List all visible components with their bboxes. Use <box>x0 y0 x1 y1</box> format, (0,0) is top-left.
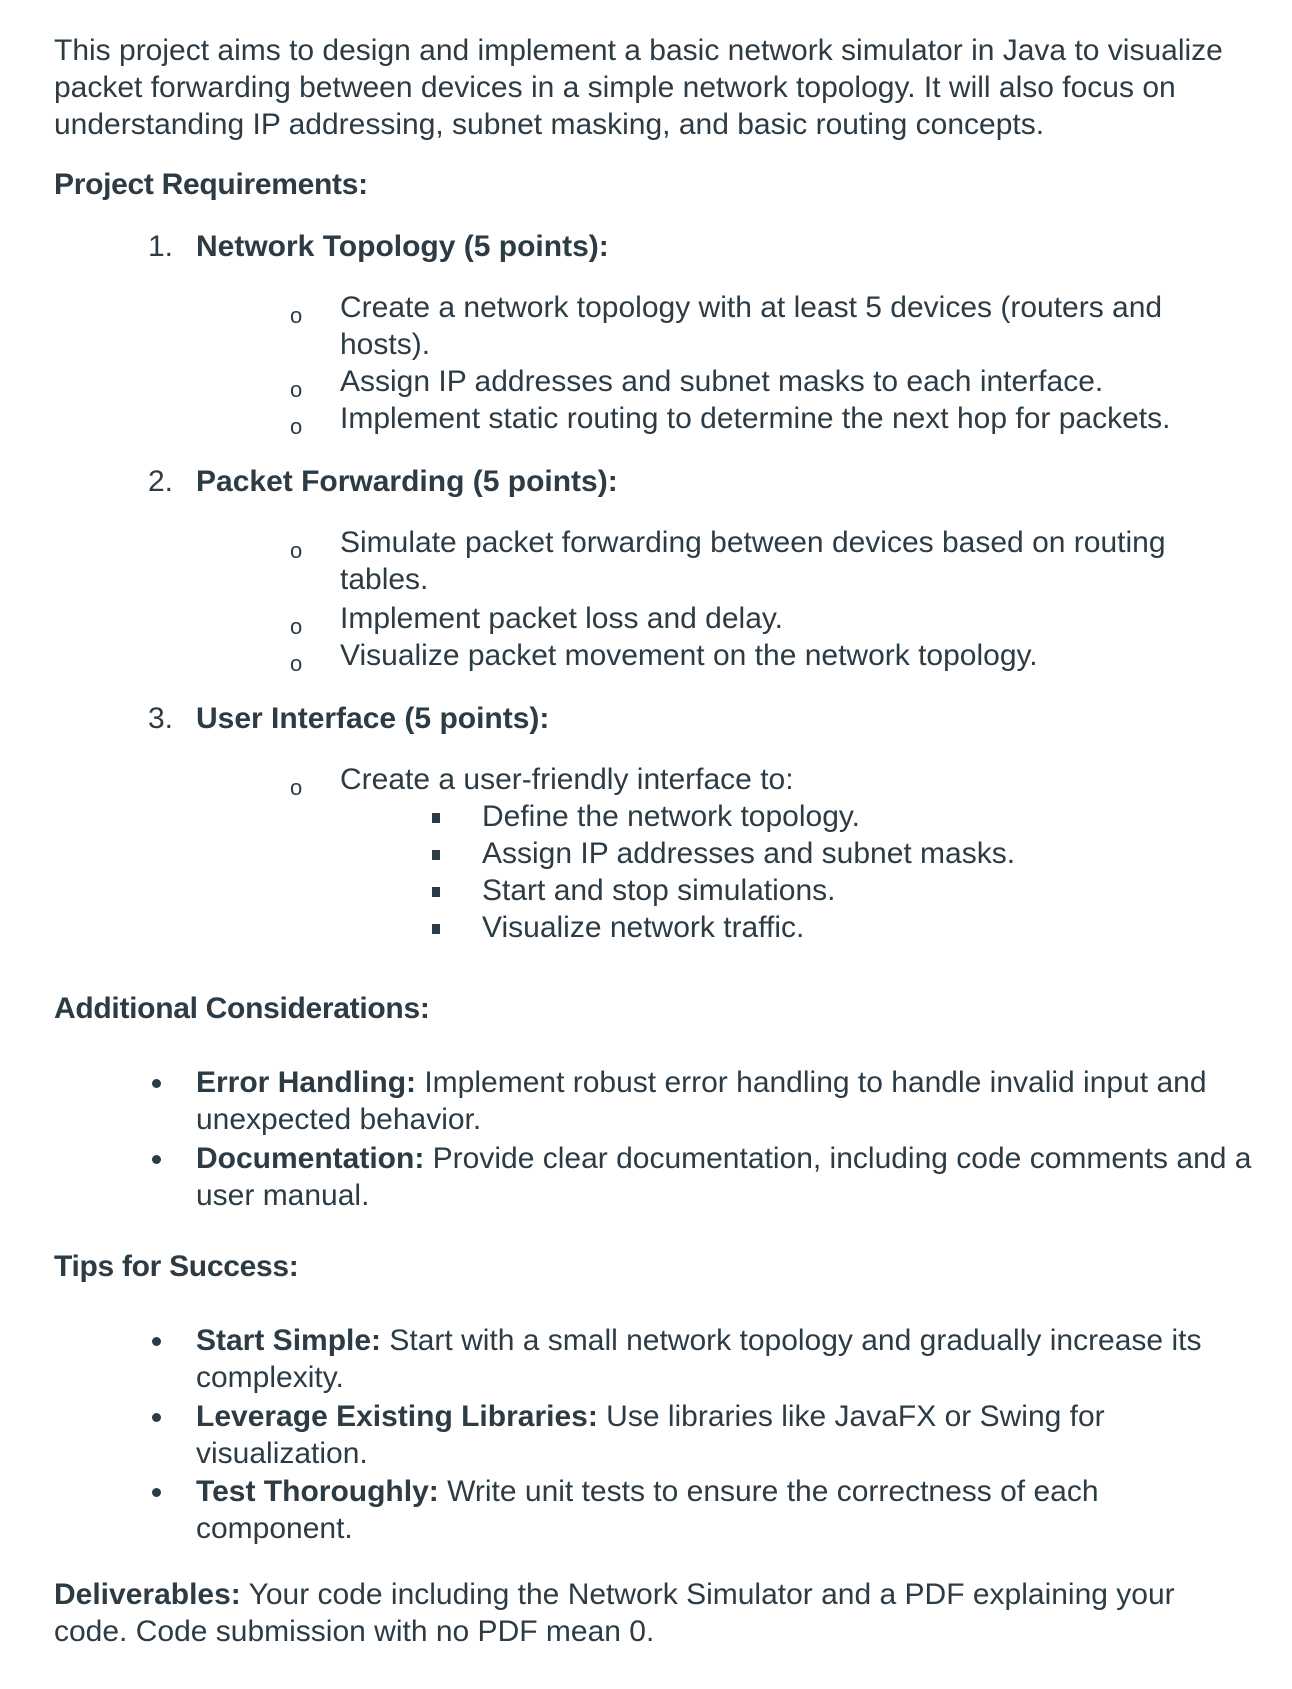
sub-sub-item-text: Assign IP addresses and subnet masks. <box>482 837 1016 870</box>
requirement-label: Packet Forwarding (5 points): <box>196 465 618 498</box>
circle-bullet-icon: o <box>290 775 303 800</box>
list-item-label: Error Handling: <box>196 1066 417 1099</box>
intro-line: This project aims to design and implement a basic network simulator in Java to visualize <box>54 34 1223 67</box>
sub-sub-item-text: Start and stop simulations. <box>482 874 836 907</box>
circle-bullet-icon: o <box>290 414 303 439</box>
bullet-icon <box>152 1413 161 1422</box>
list-item-label: Start Simple: <box>196 1324 382 1357</box>
list-item-text <box>196 1473 1156 1547</box>
project-requirements-heading: Project Requirements: <box>54 168 368 201</box>
list-item-label: Test Thoroughly: <box>196 1475 439 1508</box>
sub-item-text: Implement packet loss and delay. <box>340 602 784 635</box>
bullet-icon <box>152 1155 161 1164</box>
list-item-body: Use libraries like JavaFX or Swing for visualization. <box>196 1400 1105 1470</box>
deliverables-label: Deliverables: <box>54 1578 241 1611</box>
requirement-number: 2. <box>148 465 174 498</box>
circle-bullet-icon: o <box>290 303 303 328</box>
intro-paragraph <box>54 32 1274 143</box>
requirement-title <box>148 228 609 265</box>
sub-item-text: Simulate packet forwarding between devices based on routing tables. <box>340 526 1166 596</box>
list-item-text <box>196 1140 1292 1214</box>
requirement-title <box>148 463 618 500</box>
sub-item-text: Create a network topology with at least 5 devices (routers and hosts). <box>340 291 1163 361</box>
list-item-body: Write unit tests to ensure the correctness of each component. <box>196 1475 1099 1545</box>
bullet-icon <box>152 1079 161 1088</box>
square-bullet-icon <box>432 924 440 934</box>
requirement-number: 3. <box>148 702 174 735</box>
sub-item-text: Visualize packet movement on the network topology. <box>340 639 1038 672</box>
intro-line: understanding IP addressing, subnet masking, and basic routing concepts. <box>54 108 1045 141</box>
list-item-label: Leverage Existing Libraries: <box>196 1400 598 1433</box>
sub-item-text: Assign IP addresses and subnet masks to each interface. <box>340 365 1104 398</box>
sub-item-text: Implement static routing to determine the next hop for packets. <box>340 402 1171 435</box>
circle-bullet-icon: o <box>290 614 303 639</box>
deliverables-text: Your code including the Network Simulator and a PDF explaining your code. Code submission with no PDF mean 0. <box>54 1578 1175 1648</box>
circle-bullet-icon: o <box>290 538 303 563</box>
requirement-label: Network Topology (5 points): <box>196 230 609 263</box>
list-item-label: Documentation: <box>196 1142 425 1175</box>
circle-bullet-icon: o <box>290 651 303 676</box>
requirement-number: 1. <box>148 230 174 263</box>
list-item-body: Implement robust error handling to handle invalid input and unexpected behavior. <box>196 1066 1207 1136</box>
square-bullet-icon <box>432 813 440 823</box>
intro-line: packet forwarding between devices in a simple network topology. It will also focus on <box>54 71 1176 104</box>
list-item-text <box>196 1398 1156 1472</box>
deliverables-paragraph <box>54 1576 1194 1650</box>
circle-bullet-icon: o <box>290 377 303 402</box>
list-item-text <box>196 1064 1256 1138</box>
tips-heading: Tips for Success: <box>54 1250 299 1283</box>
sub-sub-item-text: Visualize network traffic. <box>482 911 805 944</box>
requirement-title <box>148 700 549 737</box>
list-item-text <box>196 1322 1256 1396</box>
sub-sub-item-text: Define the network topology. <box>482 800 861 833</box>
bullet-icon <box>152 1488 161 1497</box>
additional-considerations-heading: Additional Considerations: <box>54 992 430 1025</box>
square-bullet-icon <box>432 850 440 860</box>
list-item-body: Provide clear documentation, including code comments and a user manual. <box>196 1142 1252 1212</box>
requirement-label: User Interface (5 points): <box>196 702 550 735</box>
bullet-icon <box>152 1337 161 1346</box>
sub-item-text: Create a user-friendly interface to: <box>340 763 794 796</box>
square-bullet-icon <box>432 887 440 897</box>
list-item-body: Start with a small network topology and gradually increase its complexity. <box>196 1324 1202 1394</box>
